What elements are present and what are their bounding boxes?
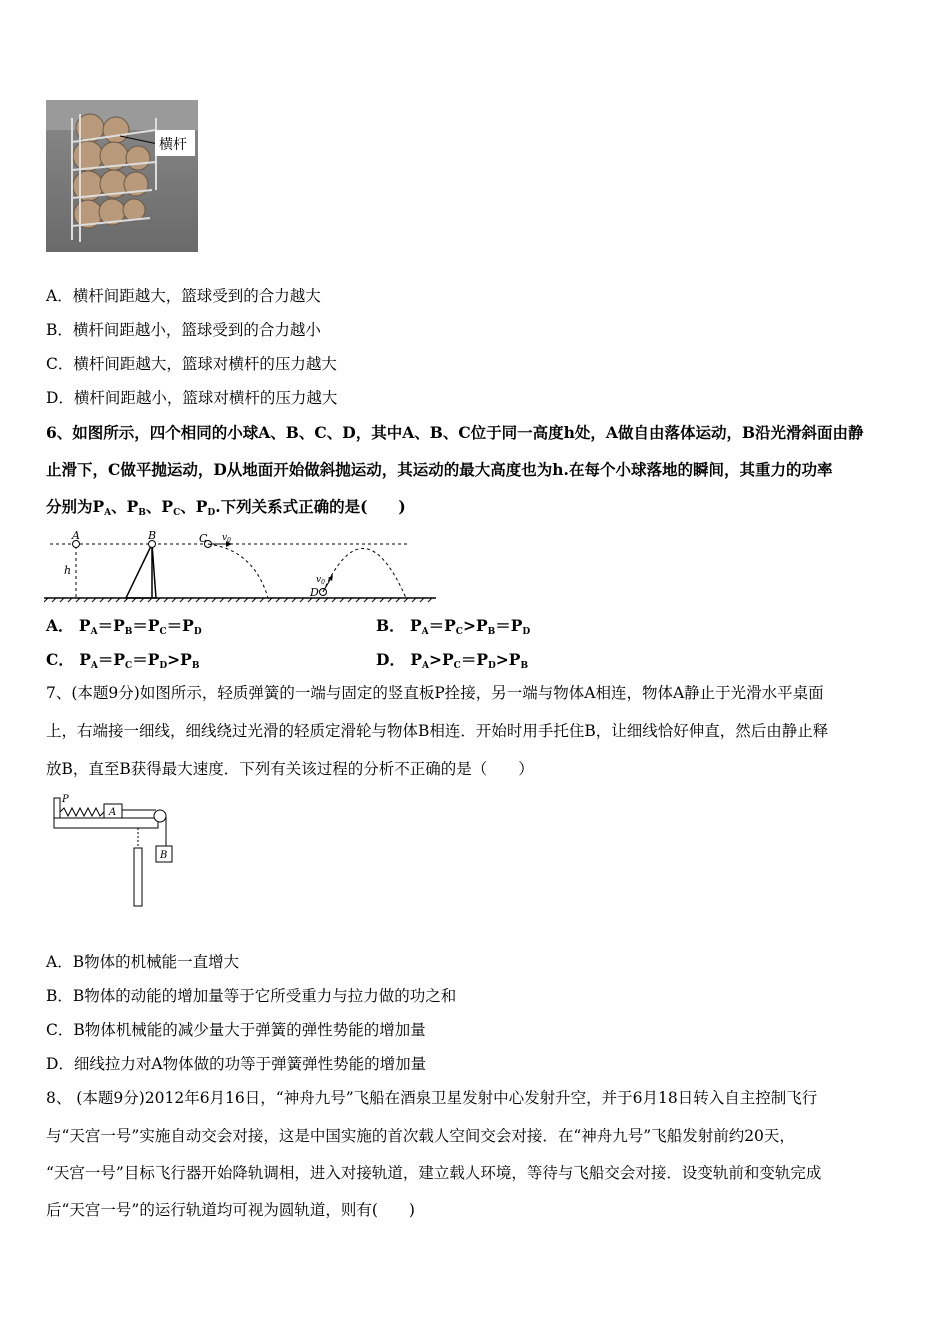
q8-stem-line1: 8、 (本题9分)2012年6月16日，“神舟九号”飞船在酒泉卫星发射中心发射升空，并于6月18日转入自主控制飞行 (46, 1089, 818, 1107)
block-b-label: B (160, 850, 168, 861)
rail-label: 横杆 (159, 137, 187, 153)
q6-figure (44, 530, 436, 606)
q7-option-b: B．B物体的动能的增加量等于它所受重力与拉力做的功之和 (46, 987, 457, 1005)
q8-stem-line2: 与“天宫一号”实施自动交会对接，这是中国实施的首次载人空间交会对接．在“神舟九号”飞船发射前约20天， (46, 1127, 795, 1145)
q6-stem-line2: 止滑下，C做平抛运动，D从地面开始做斜抛运动，其运动的最大高度也为h.在每个小球落地的瞬间，其重力的功率 (46, 460, 833, 479)
q7-option-d: D．细线拉力对A物体做的功等于弹簧弹性势能的增加量 (46, 1055, 427, 1073)
height-h-label: h (64, 564, 72, 577)
q7-stem-line3: 放B，直至B获得最大速度．下列有关该过程的分析不正确的是（ ） (46, 760, 534, 778)
q7-option-c: C．B物体机械能的减少量大于弹簧的弹性势能的增加量 (46, 1021, 426, 1039)
basketball-rack-image (46, 100, 198, 252)
basketball-rack-photo (46, 100, 198, 252)
ball-d-label: D (310, 586, 319, 599)
v0-c-label: $v_0$ (222, 533, 231, 544)
block-a-label: A (109, 807, 117, 818)
q5-option-b: B．横杆间距越小，篮球受到的合力越小 (46, 321, 321, 339)
q7-figure (52, 792, 177, 910)
plate-p-label: P (62, 794, 69, 805)
v0-d-label: $v_0$ (316, 575, 325, 586)
q5-option-d: D．横杆间距越小，篮球对横杆的压力越大 (46, 389, 338, 407)
q8-stem-line4: 后“天宫一号”的运行轨道均可视为圆轨道，则有( ) (46, 1201, 415, 1219)
q5-option-a: A．横杆间距越大，篮球受到的合力越大 (46, 287, 321, 305)
ball-b-label: B (148, 530, 157, 542)
q7-stem-line2: 上，右端接一细线，细线绕过光滑的轻质定滑轮与物体B相连．开始时用手托住B，让细线恰好伸直，然后由静止释 (46, 722, 829, 740)
q8-stem-line3: “天宫一号”目标飞行器开始降轨调相，进入对接轨道，建立载人环境，等待与飞船交会对接．设变轨前和变轨完成 (46, 1164, 822, 1182)
q6-option-d: D． $P_A>P_C=P_D>P_B$ (376, 650, 529, 671)
q6-option-b: B． $P_A=P_C>P_B=P_D$ (376, 616, 531, 637)
q5-option-c: C．横杆间距越大，篮球对横杆的压力越大 (46, 355, 337, 373)
q6-option-c: C． $P_A=P_C=P_D>P_B$ (46, 650, 200, 671)
ball-c-label: C (199, 532, 208, 545)
q6-stem-line3: 分别为$P_A$、$P_B$、$P_C$、$P_D$.下列关系式正确的是( ) (46, 497, 406, 518)
q6-option-a: A． $P_A=P_B=P_C=P_D$ (46, 616, 202, 637)
q7-stem-line1: 7、(本题9分)如图所示，轻质弹簧的一端与固定的竖直板P拴接，另一端与物体A相连，物体A静止于光滑水平桌面 (46, 684, 824, 702)
q6-stem-line1: 6、如图所示，四个相同的小球A、B、C、D，其中A、B、C位于同一高度h处，A做自由落体运动，B沿光滑斜面由静 (46, 423, 864, 442)
q7-option-a: A．B物体的机械能一直增大 (46, 953, 240, 971)
ball-a-label: A (72, 530, 80, 542)
